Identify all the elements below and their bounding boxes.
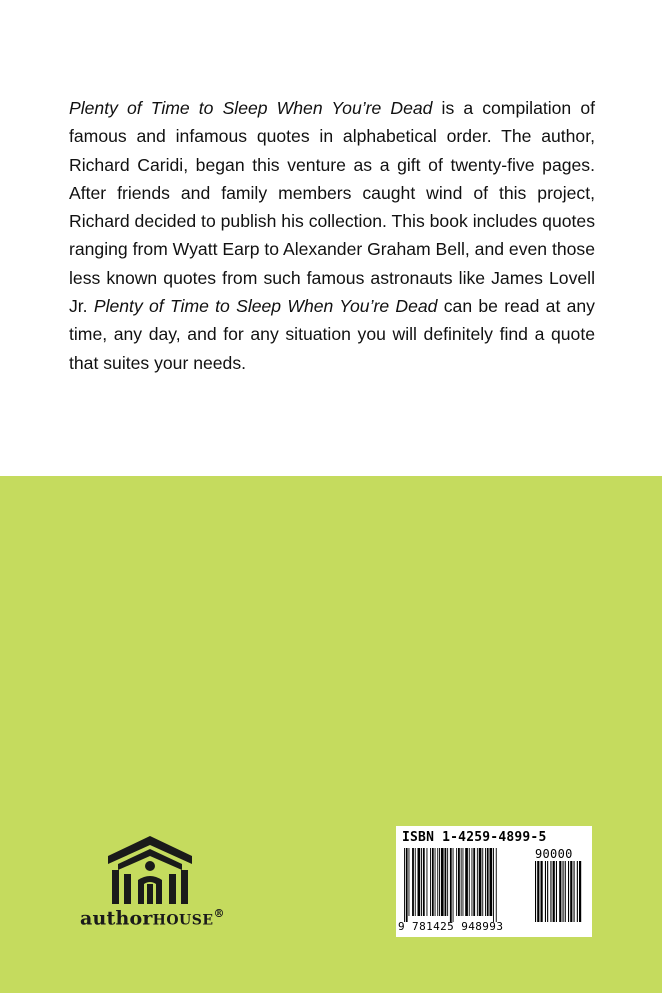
- ean-digits: 9 781425 948993: [398, 920, 504, 933]
- publisher-name: authorHOUSE®: [80, 907, 225, 930]
- description-text: is a compilation of famous and infamous quotes in alphabetical order. The author, Richard Caridi, began this venture as a gift of twenty-five pages. After friends and family members caught wind of this project, Richard decided to publish his collection. This book includes quotes ranging from Wyatt Earp to Alexander Graham Bell, and even those less known quotes from such famous astronauts like James Lovell Jr.: [69, 98, 595, 317]
- publisher-logo: [80, 832, 225, 937]
- book-title-italic-repeat: Plenty of Time to Sleep When You’re Dead: [93, 296, 438, 317]
- isbn-barcode: [396, 826, 592, 937]
- cover-top-panel: [0, 0, 662, 476]
- description-text-end: can be read at any time, any day, and for any situation you will definitely find a quote that suites your needs.: [69, 296, 595, 373]
- book-description: [69, 94, 595, 377]
- authorhouse-logo-icon: [108, 836, 192, 906]
- price-code: 90000: [535, 847, 573, 861]
- barcode-bars-icon: [404, 848, 528, 922]
- isbn-number: ISBN 1-4259-4899-5: [402, 830, 547, 845]
- book-title-italic: Plenty of Time to Sleep When You’re Dead: [69, 98, 433, 118]
- barcode-addon-bars-icon: [535, 861, 587, 922]
